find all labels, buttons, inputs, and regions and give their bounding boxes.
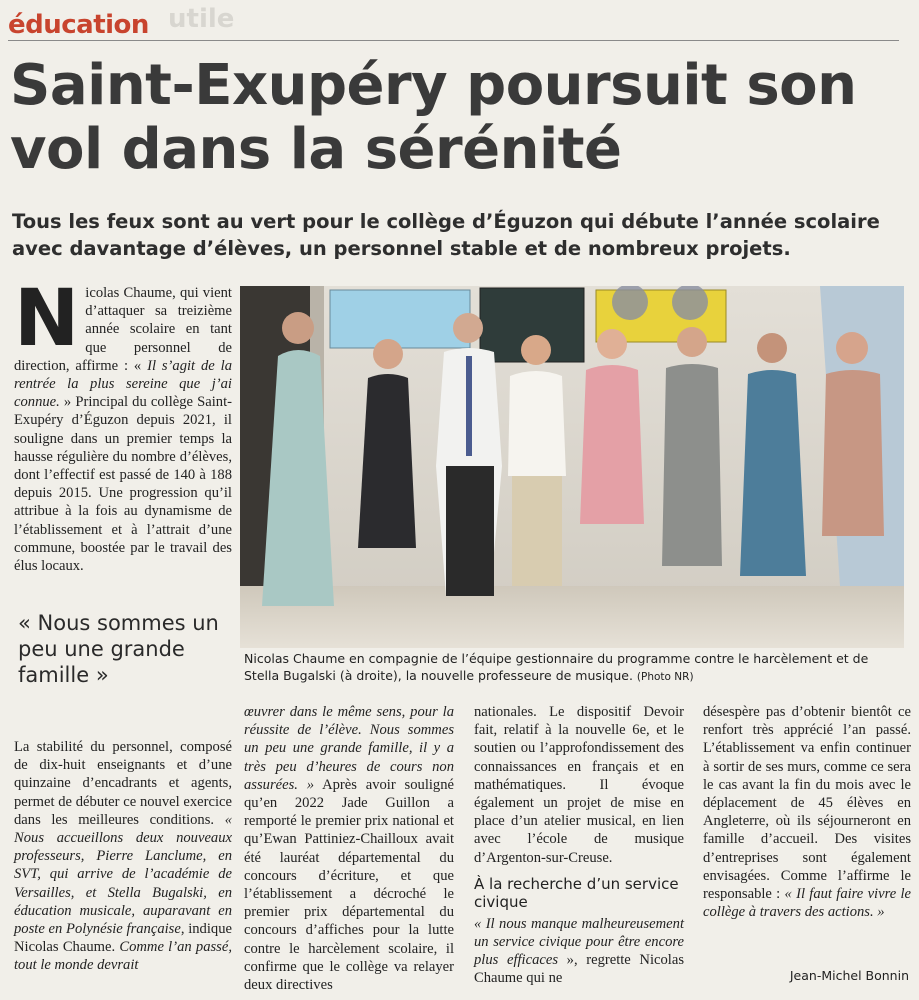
intro-quote: Il s’agit de la rentrée la plus sereine que j’ai connue. [14, 357, 233, 411]
intro-text: icolas Chaume, qui vient d’attaquer sa treizième année scolaire en tant que personnel de direction, affirme : « [14, 285, 232, 374]
col3-quote: « Il nous manque malheureusement un service civique pour être encore plus efficaces [474, 915, 684, 969]
author-byline: Jean-Michel Bonnin [789, 968, 909, 983]
col4-text: désespère pas d’obtenir bientôt ce renfort très apprécié l’an passé. L’établissement va enfin continuer à sortir de ses murs, comme ce sera le cas avant la fin du mois avec le déplacement de 45 élèves en Angleterre, où ils séjourneront en famille d’accueil. Des visites d’entreprises sont également envisagées. Comme l’affirme le responsable : [703, 704, 911, 903]
group-photo [240, 286, 904, 648]
body-column-1 [14, 738, 232, 975]
col1-quote-2: Comme l’an passé, tout le monde devrait [14, 939, 232, 974]
caption-text: Nicolas Chaume en compagnie de l’équipe gestionnaire du programme contre le harcèlement et de Stella Bugalski (à droite), la nouvelle professeure de musique. [244, 651, 869, 683]
pull-quote: « Nous sommes un peu une grande famille » [18, 611, 219, 687]
group-photo-illustration [240, 286, 904, 648]
col2-text: Après avoir souligné qu’en 2022 Jade Guillon a remporté le premier prix national et qu’Ewan Pattiniez-Chailloux avait été lauréat départemental du concours d’écriture, et que l’établissement a décroché le premier prix départemental du concours d’affiches pour la lutte contre le harcèlement scolaire, il confirme que le collège va relayer deux directives [244, 776, 454, 994]
section-rubric: éducation [8, 10, 149, 40]
body-column-3 [474, 703, 684, 988]
col3-text: nationales. Le dispositif Devoir fait, relatif à la nouvelle 6e, et le soutien ou l’approfondissement des connaissances en français et en mathématiques. Il évoque également un projet de mise en place d’un atelier musical, en lien avec l’école de musique d’Argenton-sur-Creuse. [474, 704, 684, 866]
col1-text: La stabilité du personnel, composé de dix-huit enseignants et d’une quinzaine d’encadrants et agents, permet de débuter ce nouvel exercice dans les meilleures conditions. [14, 739, 232, 828]
col2-quote: œuvrer dans le même sens, pour la réussite de l’élève. Nous sommes un peu une grande famille, il y a très peu d’heures de cours non assurées. » [244, 704, 454, 793]
body-column-4 [703, 703, 911, 921]
intro-column [14, 274, 233, 575]
headline: Saint-Exupéry poursuit son vol dans la sérénité [10, 53, 857, 182]
col1-quote: « Nous accueillons deux nouveaux professeurs, Pierre Lanclume, en SVT, qui arrive de l’académie de Versailles, et Stella Bugalski, en éducation musicale, auparavant en poste en Polynésie française [14, 811, 232, 938]
bleed-through-text: utile [168, 4, 235, 34]
drop-cap: N [14, 274, 80, 364]
col3-text-2: », regrette Nicolas Chaume qui ne [474, 952, 684, 987]
top-divider [8, 40, 899, 41]
body-column-2 [244, 703, 454, 994]
col1-text-2: , indique Nicolas Chaume. [14, 921, 232, 956]
photo-credit: (Photo NR) [636, 671, 694, 683]
intro-text-continued: » Principal du collège Saint-Exupéry d’Éguzon depuis 2021, il souligne dans un premier temps la hausse régulière du nombre d’élèves, dont l’effectif est passé de 140 à 188 depuis 2015. Une progression qu’il attribue à la fois au dynamisme de l’établissement et à l’attrait d’une commune, boostée par le travail des élus locaux. [14, 394, 232, 575]
subheadline: Tous les feux sont au vert pour le collège d’Éguzon qui débute l’année scolaire avec davantage d’élèves, un personnel stable et de nombreux projets. [12, 210, 880, 260]
photo-caption [244, 650, 904, 686]
section-title: À la recherche d’un service civique [474, 874, 679, 911]
col4-quote: « Il faut faire vivre le collège à travers des actions. » [703, 886, 911, 921]
